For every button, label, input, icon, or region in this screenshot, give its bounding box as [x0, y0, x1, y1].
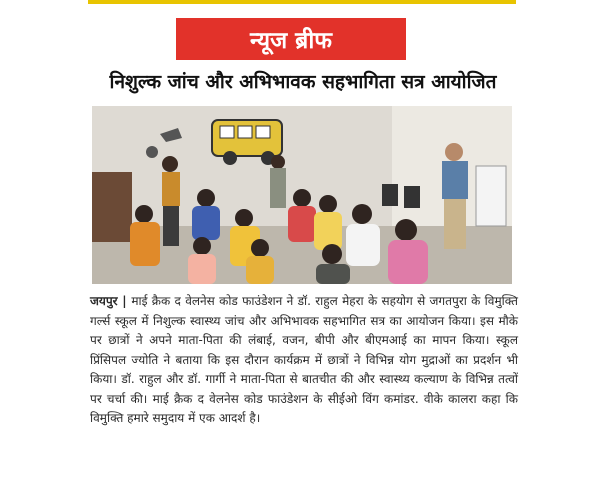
article-text: माई क्रैक द वेलनेस कोड फाउंडेशन ने डॉ. राहुल मेहरा के सहयोग से जगतपुरा के विमुक्ति गर्ल्स स्कूल में निशुल्क स्वास्थ्य जांच और अभिभावक सहभागित सत्र का आयोजन किया। इस मौके पर छात्रों ने अपने माता-पिता की लंबाई, वजन, बीपी और बीएमआई का मापन किया। स्कूल प्रिंसिपल ज्योति ने बताया कि इस दौरान कार्यक्रम में छात्रों ने विभिन्न योग मुद्राओं का प्रदर्शन भी किया। डॉ. राहुल और डॉ. गार्गी ने माता-पिता से बातचीत की और स्वास्थ्य कल्याण के विभिन्न तत्वों पर चर्चा की। माई क्रैक द वेलनेस कोड फाउंडेशन के सीईओ विंग कमांडर. वीके कालरा कहा कि विमुक्ति हमारे समुदाय में एक आदर्श है।: [90, 294, 518, 425]
article-headline: निशुल्क जांच और अभिभावक सहभागिता सत्र आयोजित: [109, 71, 497, 93]
article-body: [90, 292, 518, 429]
banner-label: न्यूज ब्रीफ: [249, 28, 333, 54]
article-dateline: जयपुर |: [90, 294, 132, 308]
event-photo-illustration: [92, 106, 512, 284]
event-photo: [92, 106, 512, 284]
top-rule: [88, 0, 516, 4]
news-brief-banner: [176, 18, 406, 60]
